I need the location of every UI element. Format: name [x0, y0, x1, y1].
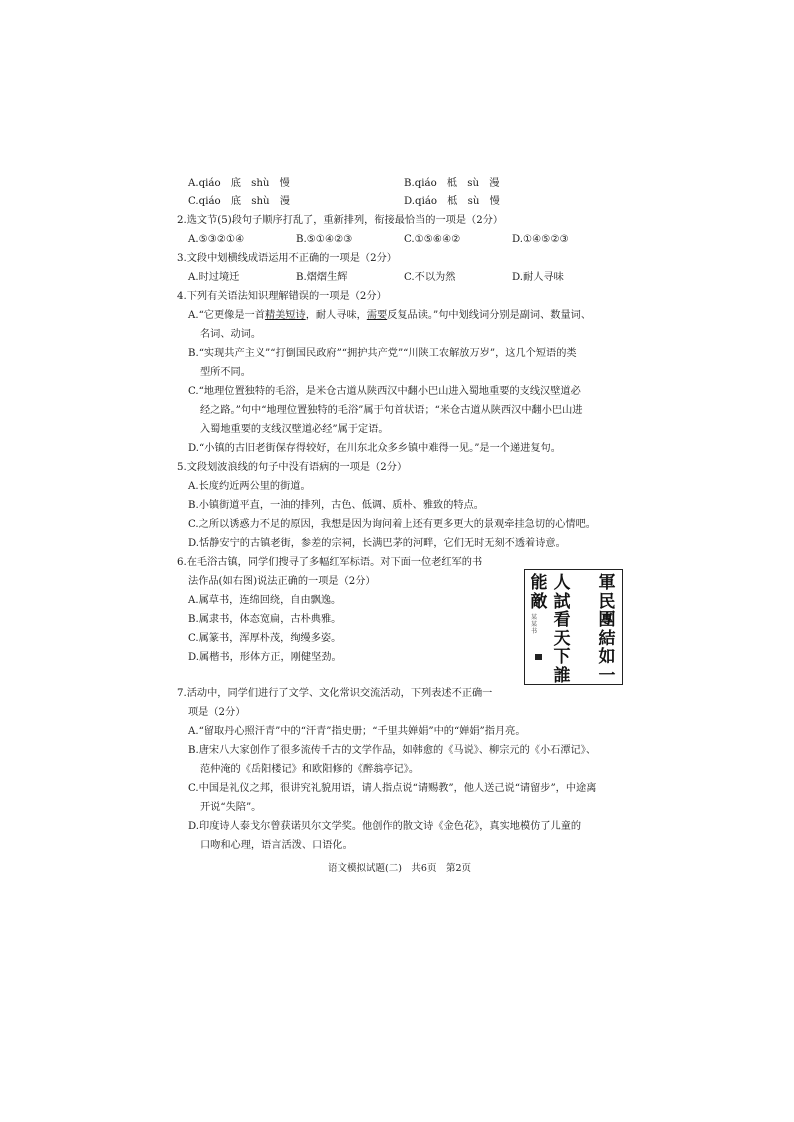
calligraphy-column-1: 軍民團結如一 [598, 573, 616, 686]
q7-option-d-cont: 口吻和心理，语言活泼、口语化。 [200, 840, 353, 851]
q3-option-b: B.熠熠生辉 [296, 272, 348, 283]
q4-option-d: D.“小镇的古旧老街保存得较好，在川东北众多乡镇中难得一见。”是一个递进复句。 [188, 443, 561, 454]
q1-option-c: C.qiáo 底 shù 漫 [188, 196, 290, 207]
q2-stem: 2.选文节(5)段句子顺序打乱了，重新排列，衔接最恰当的一项是（2分） [177, 215, 504, 226]
q6-stem: 6.在毛浴古镇，同学们搜寻了多幅红军标语。对下面一位老红军的书 [177, 557, 483, 568]
q1-option-a: A.qiáo 底 shù 慢 [188, 178, 290, 189]
q4-option-c-cont: 经之路。”句中“地理位置独特的毛浴”属于句首状语；“米仓古道从陕西汉中翻小巴山进 [200, 405, 583, 416]
q5-option-b: B.小镇街道平直，一油的排列，古色、低调、质朴、雅致的特点。 [188, 500, 484, 511]
underlined-word: 需要 [366, 310, 388, 321]
q3-stem: 3.文段中划横线成语运用不正确的一项是（2分） [177, 253, 397, 264]
q7-option-a: A.“留取丹心照汗青”中的“汗青”指史册；“千里共婵娟”中的“婵娟”指月亮。 [188, 726, 526, 737]
q7-option-b: B.唐宋八大家创作了很多流传千古的文学作品，如韩愈的《马说》、柳宗元的《小石潭记》、 [188, 745, 597, 756]
q2-option-c: C.①⑤⑥④② [404, 234, 461, 245]
calligraphy-image [524, 569, 623, 685]
q1-option-b: B.qiáo 柢 sù 漫 [404, 178, 500, 189]
calligraphy-column-3: 能敵 [530, 573, 548, 612]
q4-option-b-cont: 型所不同。 [200, 367, 251, 378]
q4-option-a-cont: 名词、动词。 [200, 329, 262, 340]
q6-stem-cont: 法作品(如右图)说法正确的一项是（2分） [188, 576, 376, 587]
seal-stamp-icon [535, 654, 542, 660]
calligraphy-column-2: 人試看天下誰 [553, 573, 571, 686]
q7-option-c: C.中国是礼仪之邦，很讲究礼貌用语，请人指点说“请赐教”，他人送己说“请留步”，中途离 [188, 783, 597, 794]
q4-option-a: A.“它更像是一首精美短诗，耐人寻味，需要反复品读。”句中划线词分别是副词、数量词、 [188, 310, 592, 321]
q5-option-c: C.之所以诱惑力不足的原因，我想是因为询问着上还有更多更大的景观牵挂急切的心情吧。 [188, 519, 596, 530]
q2-option-a: A.⑤③②①④ [188, 234, 245, 245]
q2-option-b: B.⑤①④②③ [296, 234, 353, 245]
q4-option-c: C.“地理位置独特的毛浴，是米仓古道从陕西汉中翻小巴山进入蜀地重要的支线汉壁道必 [188, 386, 581, 397]
page-footer: 语文模拟试题(二) 共6页 第2页 [328, 863, 472, 874]
q7-stem: 7.活动中，同学们进行了文学、文化常识交流活动，下列表述不正确一 [177, 688, 493, 699]
q4-option-c-cont2: 入蜀地重要的支线汉壁道必经”属于定语。 [200, 424, 389, 435]
calligraphy-signature: 某某书 [530, 614, 537, 635]
q3-option-c: C.不以为然 [404, 272, 456, 283]
q5-option-d: D.恬静安宁的古镇老街，参差的宗祠，长满巴茅的河畔，它们无时无刻不透着诗意。 [188, 538, 566, 549]
q5-stem: 5.文段划波浪线的句子中没有语病的一项是（2分） [177, 462, 408, 473]
q3-option-a: A.时过境迁 [188, 272, 240, 283]
q7-option-b-cont: 范仲淹的《岳阳楼记》和欧阳修的《醉翁亭记》。 [200, 764, 420, 775]
q6-option-b: B.属隶书，体态宽扁，古朴典雅。 [188, 614, 342, 625]
q1-option-d: D.qiáo 柢 sù 慢 [404, 196, 500, 207]
q3-option-d: D.耐人寻味 [512, 272, 564, 283]
q7-stem-cont: 项是（2分） [188, 707, 246, 718]
q6-option-d: D.属楷书，形体方正，刚健坚劲。 [188, 652, 342, 663]
underlined-word: 精美短诗 [264, 310, 306, 321]
q7-option-d: D.印度诗人泰戈尔曾获诺贝尔文学奖。他创作的散文诗《金色花》，真实地模仿了儿童的 [188, 821, 582, 832]
q6-option-c: C.属篆书，浑厚朴茂，绚缦多姿。 [188, 633, 342, 644]
q4-stem: 4.下列有关语法知识理解错误的一项是（2分） [177, 291, 387, 302]
q6-option-a: A.属草书，连绵回绕，自由飘逸。 [188, 595, 342, 606]
q4-option-b: B.“实现共产主义”“打倒国民政府”“拥护共产党”“川陕工农解放万岁”，这几个短语的类 [188, 348, 577, 359]
q7-option-c-cont: 开说“失陪”。 [200, 802, 262, 813]
q2-option-d: D.①④⑤②③ [512, 234, 569, 245]
q5-option-a: A.长度约近两公里的街道。 [188, 481, 311, 492]
